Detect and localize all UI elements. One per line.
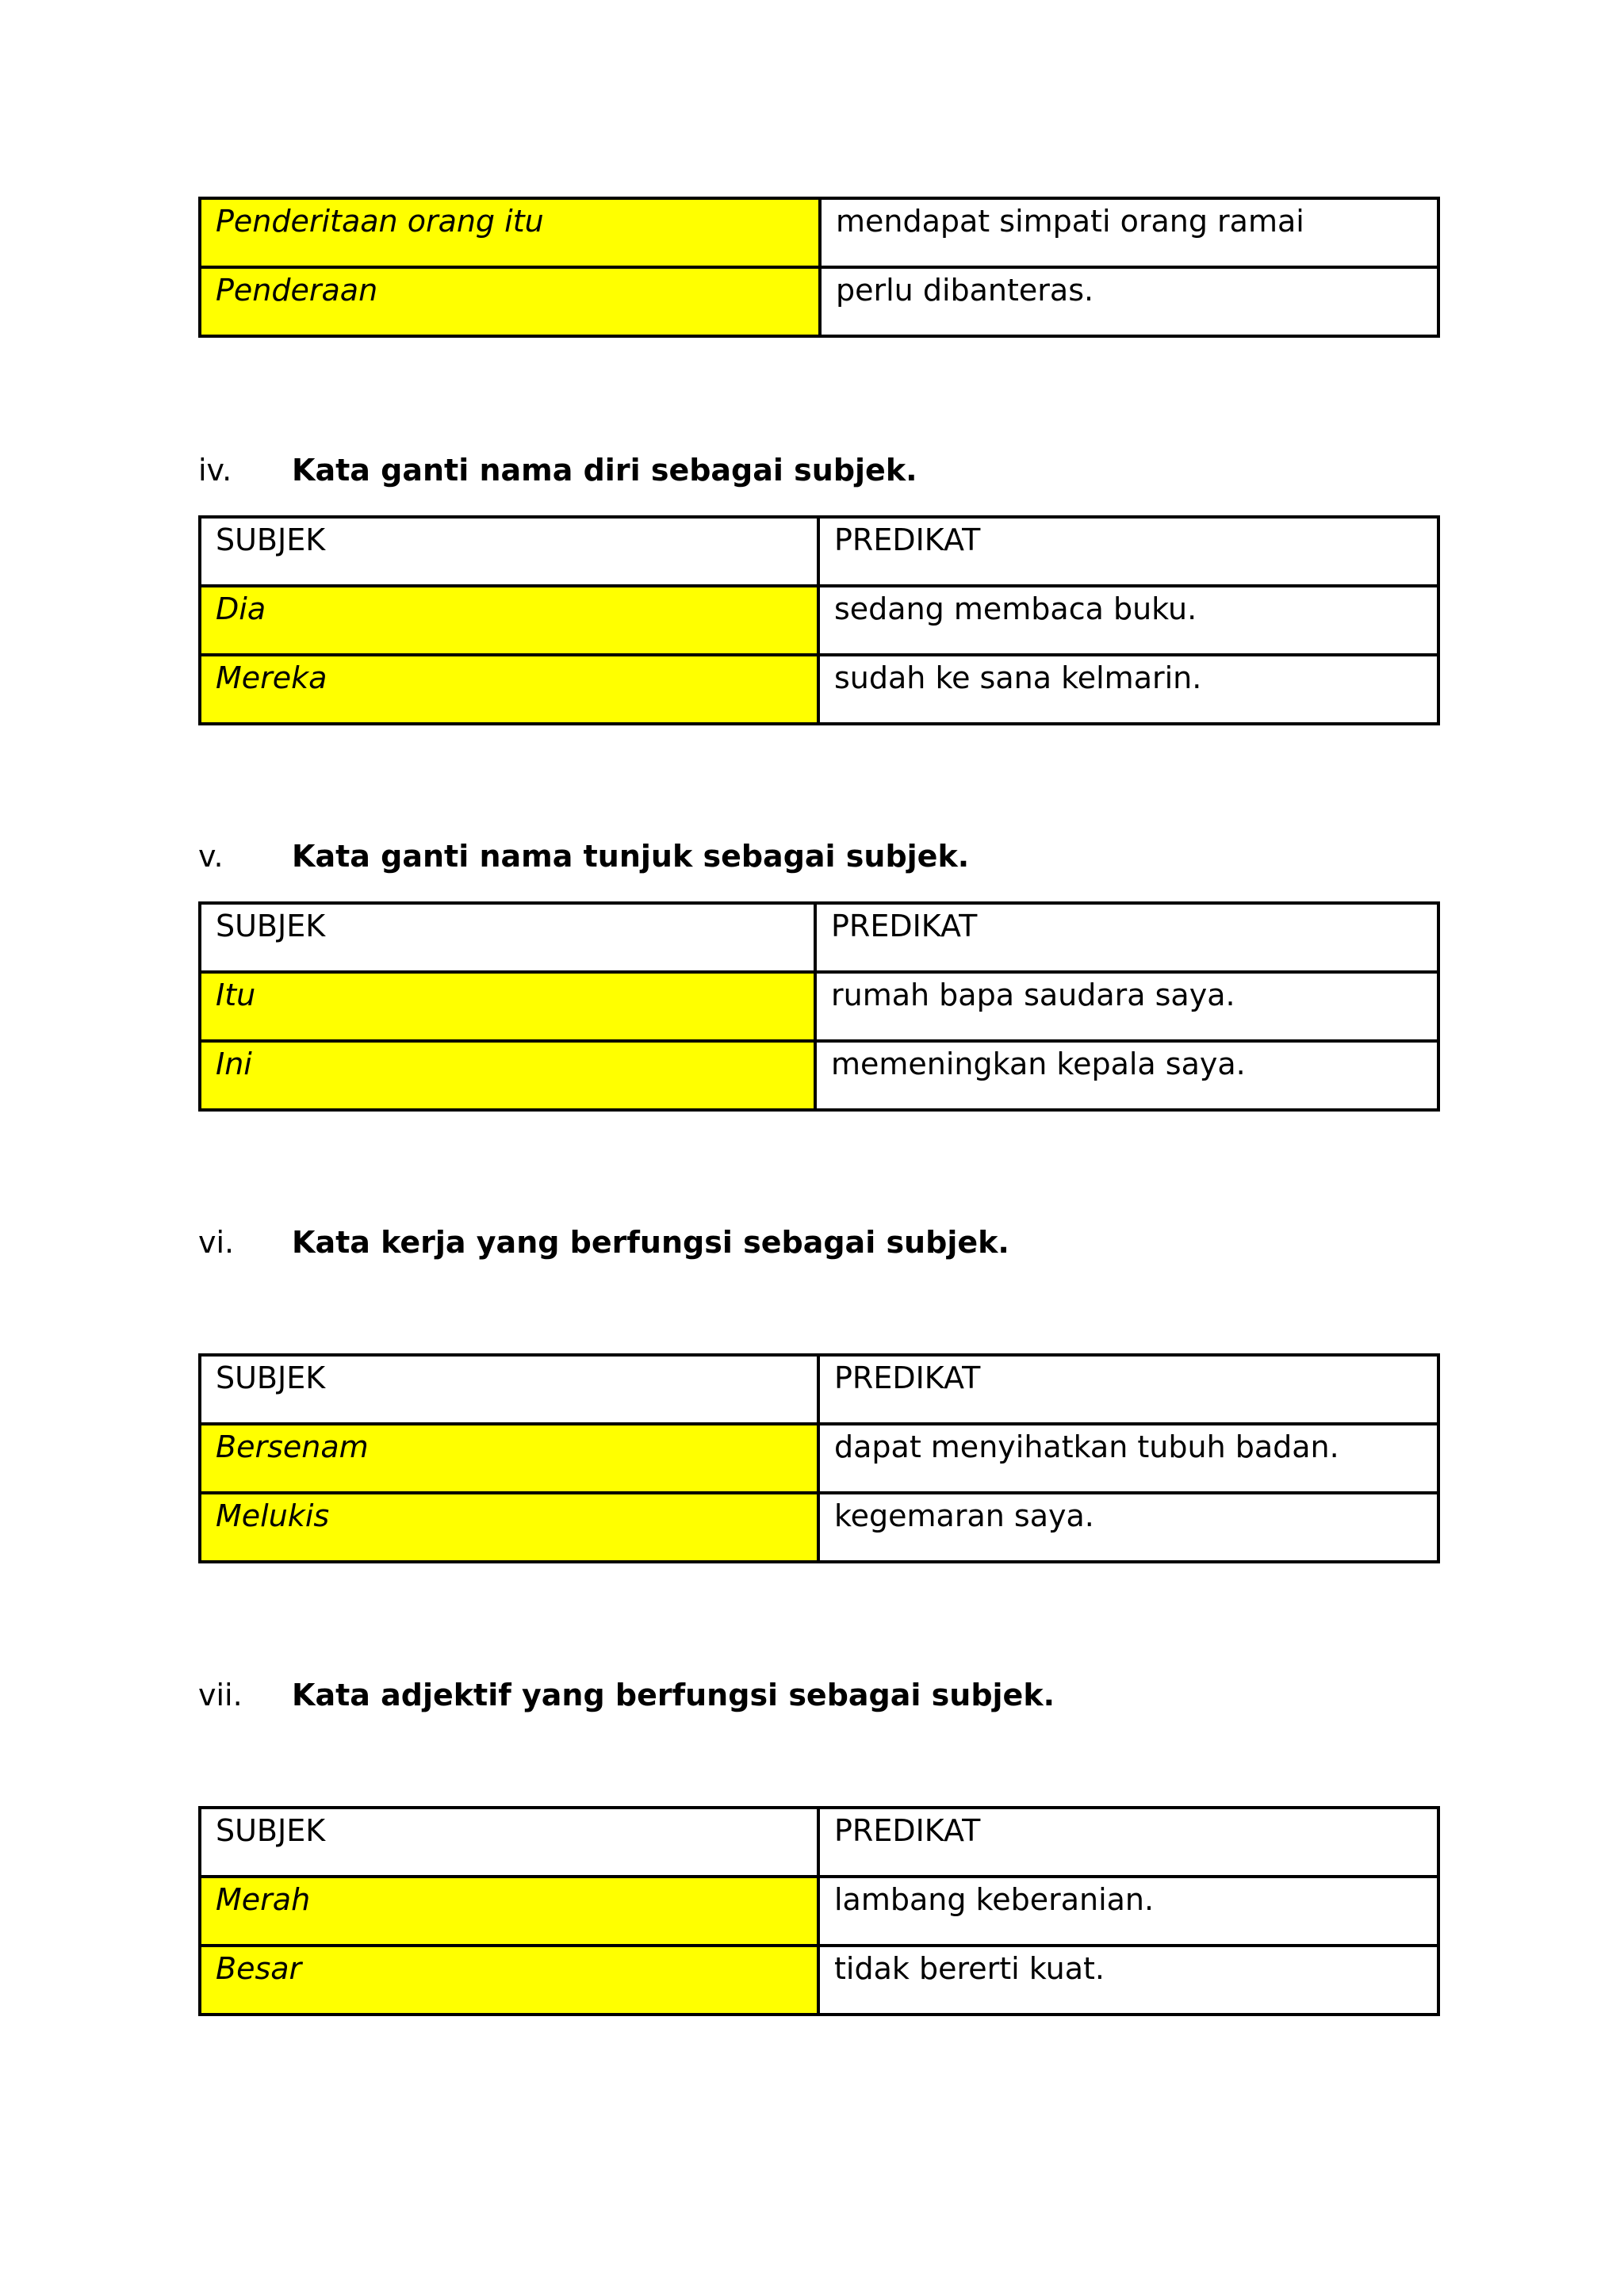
predicate-cell: dapat menyihatkan tubuh badan. — [818, 1424, 1438, 1493]
table-header-row — [200, 517, 1438, 586]
subject-cell: Dia — [200, 586, 818, 655]
table-row — [200, 655, 1438, 724]
subject-cell: Itu — [200, 972, 815, 1041]
table-row — [200, 267, 1438, 336]
section-number: iv. — [198, 453, 232, 488]
subject-predicate-table-vii — [198, 1806, 1440, 2016]
section-title: Kata ganti nama tunjuk sebagai subjek. — [292, 839, 970, 874]
predicate-cell: kegemaran saya. — [818, 1493, 1438, 1562]
table-row — [200, 1041, 1438, 1110]
table-header-row — [200, 1808, 1438, 1877]
section-heading-vi — [198, 1223, 1009, 1262]
predicate-header: PREDIKAT — [818, 517, 1438, 586]
predicate-cell: lambang keberanian. — [818, 1877, 1438, 1946]
subject-cell: Melukis — [200, 1493, 818, 1562]
subject-header: SUBJEK — [200, 517, 818, 586]
table-row — [200, 1493, 1438, 1562]
predicate-cell: sudah ke sana kelmarin. — [818, 655, 1438, 724]
subject-cell: Penderitaan orang itu — [200, 198, 820, 267]
subject-cell: Ini — [200, 1041, 815, 1110]
table-row — [200, 198, 1438, 267]
section-number: vi. — [198, 1225, 235, 1260]
table-row — [200, 1946, 1438, 2015]
subject-header: SUBJEK — [200, 1355, 818, 1424]
section-title: Kata kerja yang berfungsi sebagai subjek. — [292, 1225, 1009, 1260]
table-row — [200, 972, 1438, 1041]
subject-cell: Besar — [200, 1946, 818, 2015]
predicate-cell: memeningkan kepala saya. — [815, 1041, 1438, 1110]
subject-cell: Merah — [200, 1877, 818, 1946]
table-row — [200, 1877, 1438, 1946]
predicate-header: PREDIKAT — [818, 1355, 1438, 1424]
predicate-cell: mendapat simpati orang ramai — [820, 198, 1438, 267]
predicate-cell: tidak bererti kuat. — [818, 1946, 1438, 2015]
predicate-header: PREDIKAT — [818, 1808, 1438, 1877]
section-number: vii. — [198, 1678, 243, 1712]
subject-cell: Bersenam — [200, 1424, 818, 1493]
predicate-header: PREDIKAT — [815, 903, 1438, 972]
subject-cell: Penderaan — [200, 267, 820, 336]
predicate-cell: sedang membaca buku. — [818, 586, 1438, 655]
section-title: Kata ganti nama diri sebagai subjek. — [292, 453, 917, 488]
subject-cell: Mereka — [200, 655, 818, 724]
table-header-row — [200, 1355, 1438, 1424]
table-row — [200, 1424, 1438, 1493]
predicate-cell: perlu dibanteras. — [820, 267, 1438, 336]
subject-header: SUBJEK — [200, 1808, 818, 1877]
section-title: Kata adjektif yang berfungsi sebagai subjek. — [292, 1678, 1055, 1712]
predicate-cell: rumah bapa saudara saya. — [815, 972, 1438, 1041]
subject-predicate-table-vi — [198, 1353, 1440, 1563]
section-number: v. — [198, 839, 224, 874]
subject-predicate-table-continued — [198, 197, 1440, 338]
section-heading-vii — [198, 1675, 1055, 1715]
subject-header: SUBJEK — [200, 903, 815, 972]
subject-predicate-table-iv — [198, 515, 1440, 725]
table-header-row — [200, 903, 1438, 972]
section-heading-v — [198, 836, 969, 876]
subject-predicate-table-v — [198, 901, 1440, 1112]
section-heading-iv — [198, 450, 917, 490]
table-row — [200, 586, 1438, 655]
